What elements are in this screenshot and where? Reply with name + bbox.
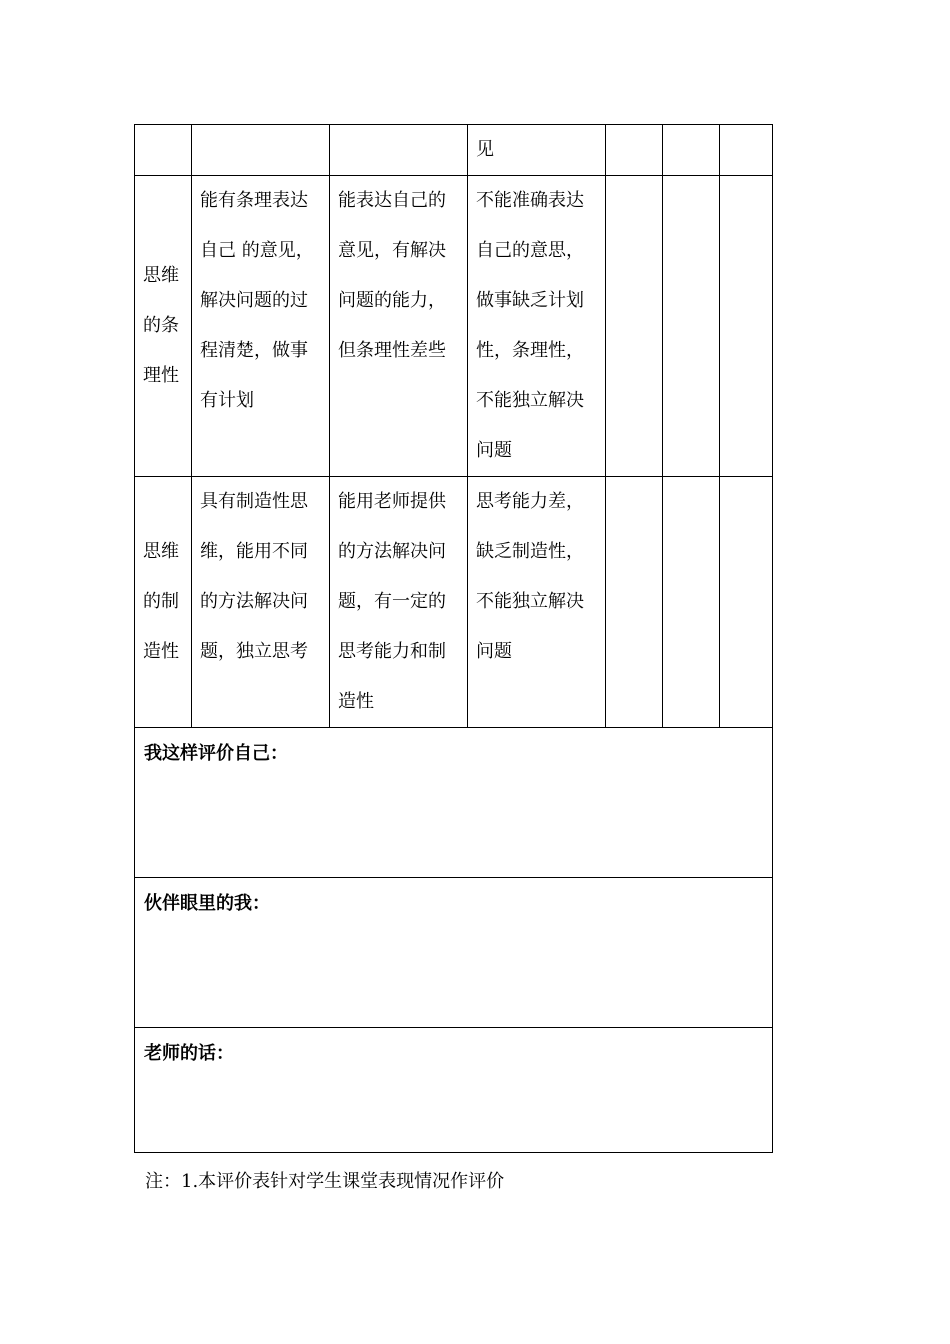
self-evaluation-box[interactable] [135, 728, 773, 878]
peer-evaluation-row [135, 878, 773, 1028]
level-c-cell: 不能准确表达 自己的意思， 做事缺乏计划 性，条理性， 不能独立解决 问题 [468, 176, 606, 477]
score-cell-self[interactable] [606, 477, 663, 728]
level-b-cell: 能表达自己的 意见，有解决 问题的能力， 但条理性差些 [330, 176, 468, 477]
evaluation-table [134, 124, 773, 1153]
level-a-cell: 具有制造性思 维，能用不同 的方法解决问 题，独立思考 [192, 477, 330, 728]
score-cell-peer[interactable] [663, 477, 720, 728]
level-b-cell [330, 125, 468, 176]
level-c-cell: 见 [468, 125, 606, 176]
teacher-evaluation-row [135, 1028, 773, 1153]
score-cell-peer[interactable] [663, 125, 720, 176]
level-b-cell: 能用老师提供 的方法解决问 题，有一定的 思考能力和制 造性 [330, 477, 468, 728]
criterion-name-cell [135, 125, 192, 176]
self-evaluation-label: 我这样评价自己： [144, 743, 288, 764]
level-c-cell: 思考能力差， 缺乏制造性， 不能独立解决 问题 [468, 477, 606, 728]
self-evaluation-row [135, 728, 773, 878]
table-row [135, 125, 773, 176]
teacher-evaluation-box[interactable] [135, 1028, 773, 1153]
score-cell-teacher[interactable] [720, 176, 773, 477]
score-cell-teacher[interactable] [720, 125, 773, 176]
level-a-cell: 能有条理表达 自己 的意见， 解决问题的过 程清楚，做事 有计划 [192, 176, 330, 477]
peer-evaluation-box[interactable] [135, 878, 773, 1028]
footnote: 注：1.本评价表针对学生课堂表现情况作评价 [145, 1171, 505, 1192]
peer-evaluation-label: 伙伴眼里的我： [144, 893, 270, 914]
table-row [135, 477, 773, 728]
score-cell-peer[interactable] [663, 176, 720, 477]
score-cell-self[interactable] [606, 125, 663, 176]
criterion-name-cell: 思维 的制 造性 [135, 477, 192, 728]
score-cell-self[interactable] [606, 176, 663, 477]
score-cell-teacher[interactable] [720, 477, 773, 728]
teacher-evaluation-label: 老师的话： [144, 1043, 234, 1064]
table-row [135, 176, 773, 477]
level-a-cell [192, 125, 330, 176]
criterion-name-cell: 思维 的条 理性 [135, 176, 192, 477]
